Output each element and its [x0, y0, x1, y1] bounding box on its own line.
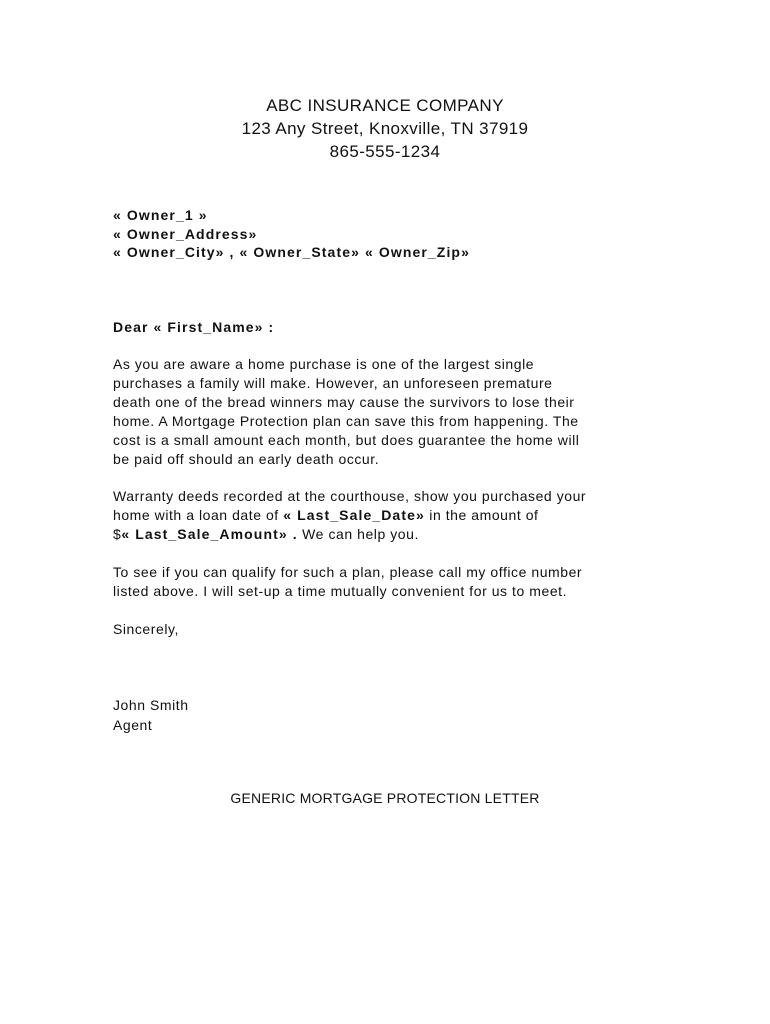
last-sale-date-field: « Last_Sale_Date» [283, 507, 425, 523]
paragraph-line: listed above. I will set-up a time mutually convenient for us to meet. [113, 583, 568, 599]
body-paragraph-3 [113, 563, 658, 601]
currency-symbol: $ [113, 526, 122, 542]
paragraph-line: To see if you can qualify for such a plan, please call my office number [113, 564, 583, 580]
paragraph-line: Warranty deeds recorded at the courthouse, show you purchased your [113, 488, 587, 504]
paragraph-line: As you are aware a home purchase is one of the largest single [113, 356, 535, 372]
help-offer-text: We can help you. [297, 526, 419, 542]
signature-block [113, 695, 189, 735]
paragraph-line [113, 525, 658, 544]
paragraph-line [113, 506, 658, 525]
document-footer-title: GENERIC MORTGAGE PROTECTION LETTER [230, 790, 540, 806]
body-paragraph-2 [113, 487, 658, 544]
company-phone: 865-555-1234 [329, 142, 441, 161]
paragraph-line: death one of the bread winners may cause the survivors to lose their [113, 394, 575, 410]
signer-title: Agent [113, 717, 153, 733]
signer-name: John Smith [113, 697, 189, 713]
closing: Sincerely, [113, 621, 179, 637]
letterhead [0, 94, 770, 163]
company-street: 123 Any Street, Knoxville, TN 37919 [241, 119, 529, 138]
body-paragraph-1 [113, 355, 658, 469]
company-name: ABC INSURANCE COMPANY [266, 96, 504, 115]
recipient-address-field: « Owner_Address» [113, 225, 258, 242]
paragraph-line: home. A Mortgage Protection plan can save this from happening. The [113, 413, 579, 429]
paragraph-line: be paid off should an early death occur. [113, 451, 380, 467]
loan-date-lead-text: home with a loan date of [113, 507, 284, 523]
salutation: Dear « First_Name» : [113, 319, 275, 335]
loan-date-trail-text: in the amount of [424, 507, 539, 523]
last-sale-amount-field: « Last_Sale_Amount» . [121, 526, 298, 542]
paragraph-line: cost is a small amount each month, but does guarantee the home will [113, 432, 580, 448]
paragraph-line: purchases a family will make. However, an unforeseen premature [113, 375, 553, 391]
recipient-city-state-zip-field: « Owner_City» , « Owner_State» « Owner_Zip» [113, 244, 470, 260]
recipient-name-field: « Owner_1 » [113, 207, 208, 223]
recipient-address-block [113, 206, 470, 262]
